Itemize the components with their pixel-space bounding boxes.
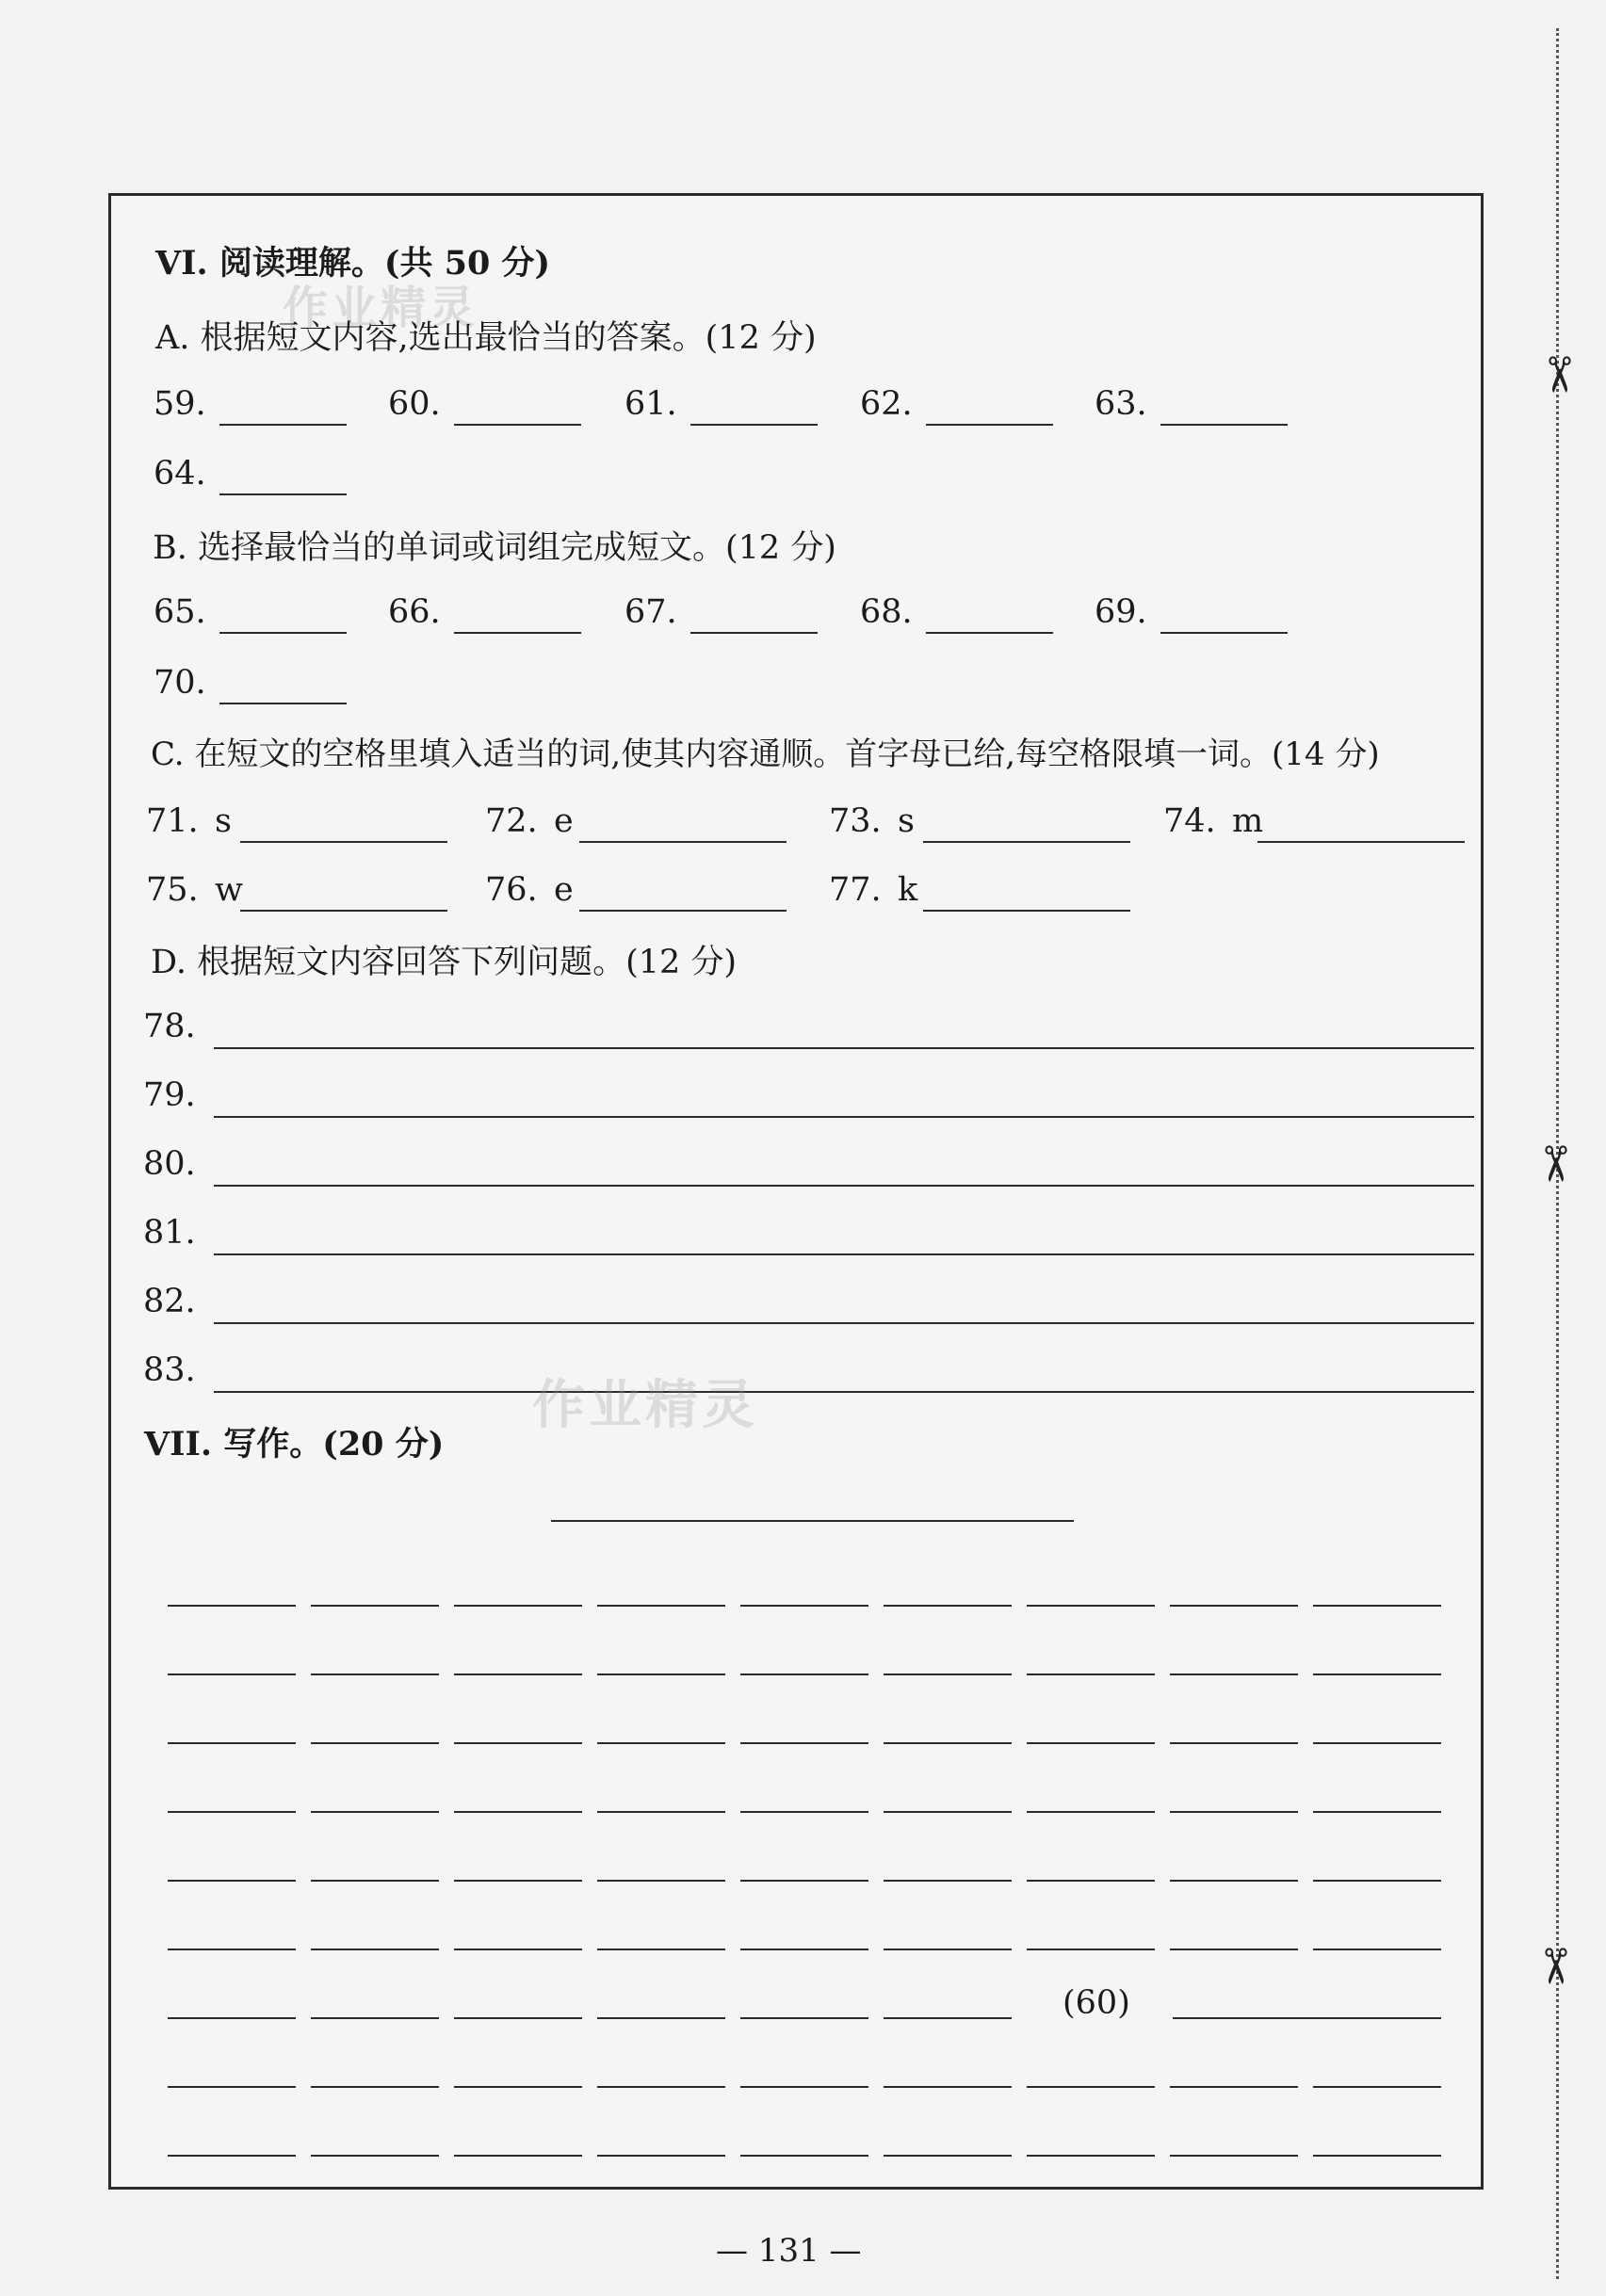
essay-line-segment[interactable] bbox=[597, 2155, 725, 2157]
answer-blank[interactable] bbox=[219, 632, 347, 634]
word-count-marker: (60) bbox=[1063, 1984, 1130, 2022]
question-number: 64. bbox=[154, 455, 206, 493]
answer-blank[interactable] bbox=[454, 424, 581, 426]
essay-line-segment[interactable] bbox=[1027, 1605, 1155, 1607]
question-number: 75. bbox=[146, 871, 199, 909]
question-number: 63. bbox=[1095, 385, 1147, 423]
essay-line-segment[interactable] bbox=[740, 1605, 868, 1607]
essay-line-segment[interactable] bbox=[1027, 1673, 1155, 1675]
question-number: 65. bbox=[154, 593, 206, 631]
essay-line-segment[interactable] bbox=[454, 1880, 582, 1882]
question-number: 66. bbox=[388, 593, 441, 631]
essay-line-segment[interactable] bbox=[168, 2086, 296, 2088]
answer-blank[interactable] bbox=[219, 703, 347, 704]
answer-blank[interactable] bbox=[926, 632, 1053, 634]
essay-line-segment[interactable] bbox=[1027, 1880, 1155, 1882]
essay-line-segment[interactable] bbox=[740, 1811, 868, 1813]
answer-line[interactable] bbox=[214, 1322, 1474, 1324]
question-number: 83. bbox=[143, 1351, 196, 1389]
essay-line-segment[interactable] bbox=[311, 2086, 439, 2088]
essay-line-segment[interactable] bbox=[884, 1880, 1012, 1882]
first-letter: w bbox=[215, 871, 243, 909]
part-a-title: A. 根据短文内容,选出最恰当的答案。(12 分) bbox=[155, 319, 817, 357]
essay-line-segment[interactable] bbox=[740, 2155, 868, 2157]
essay-line-segment[interactable] bbox=[597, 1673, 725, 1675]
answer-sheet-frame bbox=[108, 193, 1484, 2190]
essay-line-segment[interactable] bbox=[1170, 1742, 1298, 1744]
essay-line-segment[interactable] bbox=[740, 1673, 868, 1675]
essay-line-segment[interactable] bbox=[311, 1673, 439, 1675]
essay-line-segment[interactable] bbox=[597, 1742, 725, 1744]
essay-line-segment[interactable] bbox=[884, 2017, 1012, 2019]
question-number: 76. bbox=[485, 871, 538, 909]
question-number: 73. bbox=[829, 802, 882, 840]
scissors-icon: ✂ bbox=[1525, 1143, 1582, 1185]
first-letter: k bbox=[898, 871, 918, 909]
answer-blank[interactable] bbox=[690, 632, 818, 634]
part-c-title: C. 在短文的空格里填入适当的词,使其内容通顺。首字母已给,每空格限填一词。(14 分) bbox=[151, 736, 1380, 773]
essay-line-segment[interactable] bbox=[597, 1605, 725, 1607]
essay-line-segment[interactable] bbox=[168, 1811, 296, 1813]
essay-line-segment[interactable] bbox=[740, 1742, 868, 1744]
essay-line-segment[interactable] bbox=[311, 1811, 439, 1813]
essay-line-segment[interactable] bbox=[1170, 1811, 1298, 1813]
essay-title-line[interactable] bbox=[551, 1520, 1074, 1522]
question-number: 78. bbox=[143, 1008, 196, 1045]
essay-line-segment[interactable] bbox=[1027, 2086, 1155, 2088]
question-number: 80. bbox=[143, 1145, 196, 1183]
essay-line-segment[interactable] bbox=[454, 1605, 582, 1607]
essay-line-segment[interactable] bbox=[884, 1948, 1012, 1950]
essay-line-segment[interactable] bbox=[597, 1880, 725, 1882]
essay-line-segment[interactable] bbox=[597, 2017, 725, 2019]
answer-blank[interactable] bbox=[219, 424, 347, 426]
essay-line-segment[interactable] bbox=[740, 2086, 868, 2088]
essay-line-segment[interactable] bbox=[1170, 1605, 1298, 1607]
question-number: 74. bbox=[1163, 802, 1216, 840]
essay-line-segment[interactable] bbox=[1170, 1673, 1298, 1675]
essay-line-segment[interactable] bbox=[1313, 2155, 1441, 2157]
first-letter: e bbox=[554, 802, 574, 840]
essay-line-segment[interactable] bbox=[1170, 1880, 1298, 1882]
essay-line-segment[interactable] bbox=[884, 2086, 1012, 2088]
essay-line-segment[interactable] bbox=[311, 2017, 439, 2019]
essay-line-segment[interactable] bbox=[1027, 1948, 1155, 1950]
first-letter: s bbox=[898, 802, 915, 840]
essay-line-segment[interactable] bbox=[168, 1673, 296, 1675]
answer-blank[interactable] bbox=[454, 632, 581, 634]
essay-line-segment[interactable] bbox=[740, 1880, 868, 1882]
essay-line-segment[interactable] bbox=[1170, 2155, 1298, 2157]
essay-line-segment[interactable] bbox=[454, 2017, 582, 2019]
essay-line-segment[interactable] bbox=[884, 1742, 1012, 1744]
answer-blank[interactable] bbox=[579, 841, 787, 843]
watermark: 作业精灵 bbox=[532, 1375, 758, 1436]
essay-line-segment[interactable] bbox=[1170, 2086, 1298, 2088]
essay-line-segment[interactable] bbox=[168, 1605, 296, 1607]
essay-line-segment[interactable] bbox=[311, 2155, 439, 2157]
essay-line-segment[interactable] bbox=[1313, 1880, 1441, 1882]
question-number: 60. bbox=[388, 385, 441, 423]
essay-line-segment[interactable] bbox=[1313, 1811, 1441, 1813]
answer-blank[interactable] bbox=[240, 910, 447, 912]
essay-line-segment[interactable] bbox=[1173, 2017, 1441, 2019]
essay-line-segment[interactable] bbox=[884, 2155, 1012, 2157]
essay-line-segment[interactable] bbox=[597, 2086, 725, 2088]
answer-line[interactable] bbox=[214, 1391, 1474, 1393]
question-number: 69. bbox=[1095, 593, 1147, 631]
answer-blank[interactable] bbox=[690, 424, 818, 426]
question-number: 59. bbox=[154, 385, 206, 423]
answer-line[interactable] bbox=[214, 1116, 1474, 1118]
essay-line-segment[interactable] bbox=[1170, 1948, 1298, 1950]
answer-blank[interactable] bbox=[926, 424, 1053, 426]
question-number: 72. bbox=[485, 802, 538, 840]
essay-line-segment[interactable] bbox=[454, 2086, 582, 2088]
essay-line-segment[interactable] bbox=[1313, 1948, 1441, 1950]
essay-line-segment[interactable] bbox=[740, 1948, 868, 1950]
question-number: 61. bbox=[625, 385, 677, 423]
answer-blank[interactable] bbox=[1160, 632, 1288, 634]
essay-line-segment[interactable] bbox=[168, 1742, 296, 1744]
question-number: 81. bbox=[143, 1214, 196, 1252]
essay-line-segment[interactable] bbox=[1313, 1742, 1441, 1744]
essay-line-segment[interactable] bbox=[1313, 2086, 1441, 2088]
first-letter: e bbox=[554, 871, 574, 909]
essay-line-segment[interactable] bbox=[454, 2155, 582, 2157]
essay-line-segment[interactable] bbox=[884, 1811, 1012, 1813]
answer-line[interactable] bbox=[214, 1185, 1474, 1187]
essay-line-segment[interactable] bbox=[454, 1811, 582, 1813]
section-vi-title: VI. 阅读理解。(共 50 分) bbox=[155, 244, 551, 283]
scissors-icon: ✂ bbox=[1525, 1946, 1582, 1987]
answer-line[interactable] bbox=[214, 1253, 1474, 1255]
question-number: 68. bbox=[860, 593, 913, 631]
question-number: 62. bbox=[860, 385, 913, 423]
first-letter: m bbox=[1232, 802, 1264, 840]
answer-blank[interactable] bbox=[1160, 424, 1288, 426]
essay-line-segment[interactable] bbox=[884, 1605, 1012, 1607]
answer-blank[interactable] bbox=[923, 841, 1130, 843]
essay-line-segment[interactable] bbox=[454, 1742, 582, 1744]
essay-line-segment[interactable] bbox=[884, 1673, 1012, 1675]
question-number: 82. bbox=[143, 1283, 196, 1320]
answer-blank[interactable] bbox=[240, 841, 447, 843]
essay-line-segment[interactable] bbox=[597, 1948, 725, 1950]
question-number: 77. bbox=[829, 871, 882, 909]
answer-line[interactable] bbox=[214, 1047, 1474, 1049]
section-vii-title: VII. 写作。(20 分) bbox=[144, 1425, 445, 1463]
question-number: 67. bbox=[625, 593, 677, 631]
essay-line-segment[interactable] bbox=[1313, 1605, 1441, 1607]
answer-blank[interactable] bbox=[923, 910, 1130, 912]
essay-line-segment[interactable] bbox=[740, 2017, 868, 2019]
essay-line-segment[interactable] bbox=[311, 1948, 439, 1950]
essay-line-segment[interactable] bbox=[1027, 1742, 1155, 1744]
first-letter: s bbox=[215, 802, 232, 840]
essay-line-segment[interactable] bbox=[1027, 1811, 1155, 1813]
scissors-icon: ✂ bbox=[1529, 354, 1586, 396]
question-number: 79. bbox=[143, 1076, 196, 1114]
watermark: 作业精灵 bbox=[283, 282, 479, 334]
essay-line-segment[interactable] bbox=[454, 1673, 582, 1675]
essay-line-segment[interactable] bbox=[168, 1948, 296, 1950]
essay-line-segment[interactable] bbox=[597, 1811, 725, 1813]
essay-line-segment[interactable] bbox=[311, 1880, 439, 1882]
part-b-title: B. 选择最恰当的单词或词组完成短文。(12 分) bbox=[153, 529, 836, 567]
essay-line-segment[interactable] bbox=[454, 1948, 582, 1950]
question-number: 71. bbox=[146, 802, 199, 840]
essay-line-segment[interactable] bbox=[1313, 1673, 1441, 1675]
page-number: — 131 — bbox=[716, 2232, 862, 2270]
question-number: 70. bbox=[154, 664, 206, 702]
answer-blank[interactable] bbox=[219, 493, 347, 495]
answer-blank[interactable] bbox=[1257, 841, 1465, 843]
essay-line-segment[interactable] bbox=[168, 2155, 296, 2157]
essay-line-segment[interactable] bbox=[311, 1742, 439, 1744]
essay-line-segment[interactable] bbox=[168, 1880, 296, 1882]
essay-line-segment[interactable] bbox=[168, 2017, 296, 2019]
essay-line-segment[interactable] bbox=[1027, 2155, 1155, 2157]
essay-line-segment[interactable] bbox=[311, 1605, 439, 1607]
answer-blank[interactable] bbox=[579, 910, 787, 912]
part-d-title: D. 根据短文内容回答下列问题。(12 分) bbox=[151, 944, 738, 981]
